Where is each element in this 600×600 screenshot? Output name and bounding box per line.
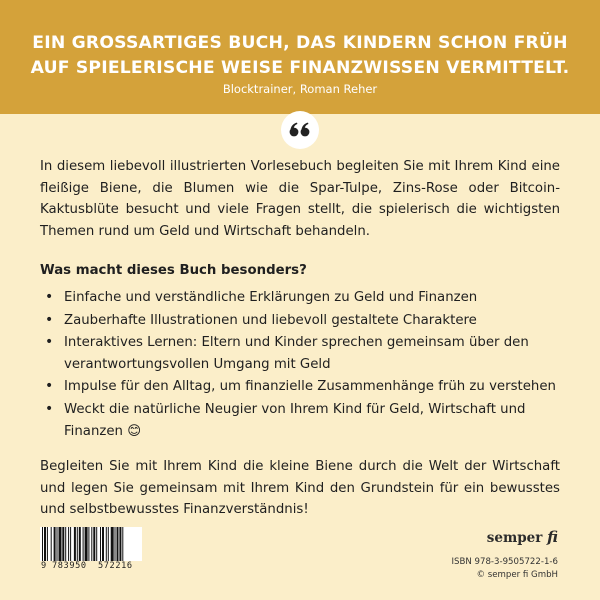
barcode-right-digits: 572216 (98, 561, 133, 571)
barcode-lead-digit: 9 (41, 561, 47, 571)
quote-source: Blocktrainer, Roman Reher (222, 82, 378, 96)
barcode (40, 527, 142, 561)
publisher-logo: semper fi (486, 528, 558, 546)
bullet-icon: • (45, 334, 54, 351)
barcode-left-digits: 783950 (52, 561, 87, 571)
bullet-icon: • (45, 288, 54, 305)
barcode-icon (40, 527, 142, 561)
list-item: • Zauberhafte Illustrationen und liebevoll gestaltete Charaktere (40, 310, 560, 332)
intro-paragraph: In diesem liebevoll illustrierten Vorlesebuch begleiten Sie mit Ihrem Kind eine fleißige Biene, die Blumen wie die Spar-Tulpe, Zins-Rose oder Bitcoin-Kaktusblüte besucht und viele Fragen stellt, die spielerisch die wichtigsten Themen rund um Geld und Wirtschaft behandeln. (40, 159, 560, 239)
features-list (40, 287, 560, 442)
barcode-digits (40, 561, 148, 575)
features-heading: Was macht dieses Buch besonders? (40, 263, 307, 279)
list-item: • Weckt die natürliche Neugier von Ihrem Kind für Geld, Wirtschaft und Finanzen 😊 (45, 400, 526, 439)
list-item: • Impulse für den Alltag, um finanzielle Zusammenhänge früh zu verstehen (40, 376, 560, 398)
bullet-icon: • (45, 400, 54, 417)
quote-badge (281, 111, 319, 149)
quote-marks-icon (289, 122, 311, 138)
outro-paragraph: Begleiten Sie mit Ihrem Kind die kleine Biene durch die Welt der Wirtschaft und legen Sie gemeinsam mit Ihrem Kind den Grundstein für ein bewusstes und selbstbewusstes Finanzverständnis! (40, 459, 560, 518)
headline-line-1: EIN GROSSARTIGES BUCH, DAS KINDERN SCHON FRÜH (32, 33, 568, 53)
isbn: ISBN 978-3-9505722-1-6 (451, 557, 558, 567)
list-item: • Interaktives Lernen: Eltern und Kinder sprechen gemeinsam über den verantwortungsvollen Umgang mit Geld (45, 334, 529, 372)
description (40, 156, 560, 521)
bullet-icon: • (45, 311, 54, 328)
bullet-icon: • (45, 378, 54, 395)
headline-line-2: AUF SPIELERISCHE WEISE FINANZWISSEN VERMITTELT. (30, 58, 570, 78)
list-item: • Einfache und verständliche Erklärungen zu Geld und Finanzen (40, 287, 560, 309)
copyright: © semper fi GmbH (476, 570, 558, 580)
